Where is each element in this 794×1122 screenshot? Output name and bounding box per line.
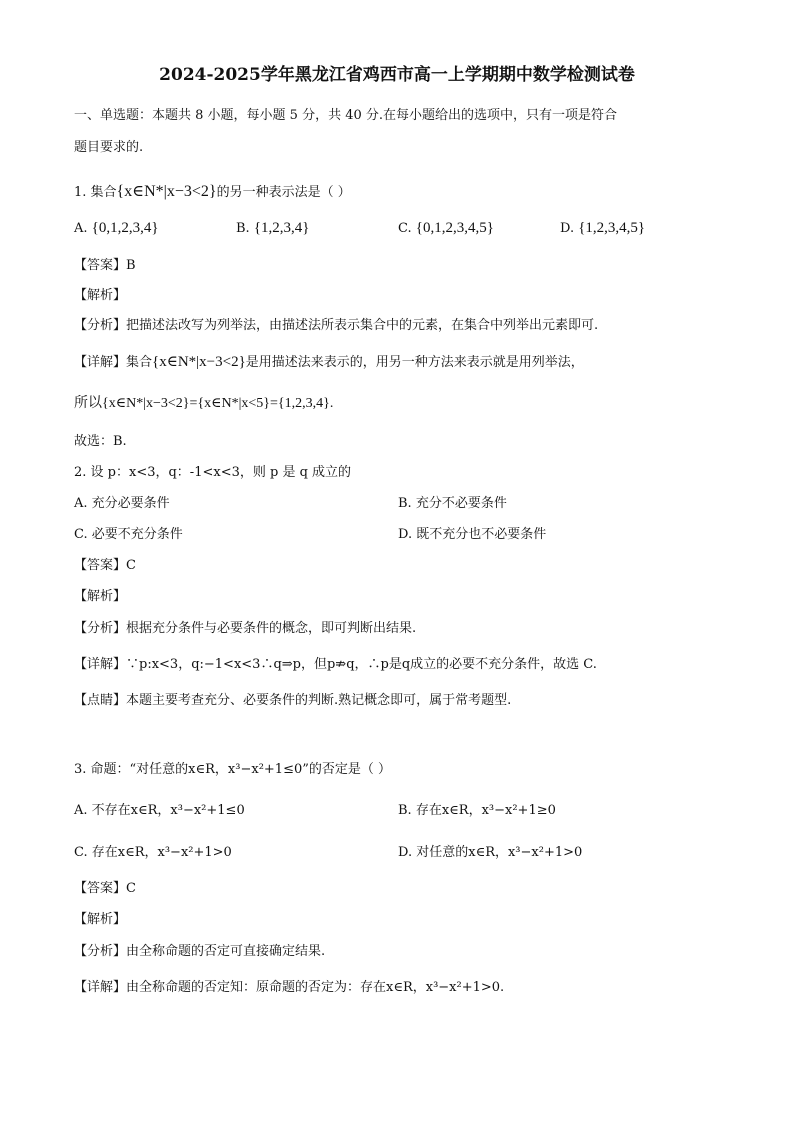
q1-detail-suffix: 是用描述法来表示的，用另一种方法来表示就是用列举法， [245, 355, 584, 370]
document-title: 2024-2025学年黑龙江省鸡西市高一上学期期中数学检测试卷 [159, 65, 635, 85]
q3-answer: 【答案】C [74, 881, 136, 896]
q3-option-d [398, 843, 582, 863]
q1-answer: 【答案】B [74, 258, 136, 273]
q2-answer: 【答案】C [74, 558, 136, 573]
section-heading: 一、单选题：本题共 8 小题，每小题 5 分，共 40 分.在每小题给出的选项中，只有一项是符合 [74, 108, 618, 123]
q1-option-b [236, 218, 309, 239]
q3-jiexi: 【解析】 [74, 912, 127, 927]
q2-analysis: 【分析】根据充分条件与必要条件的概念，即可判断出结果. [74, 621, 417, 636]
q1-conclusion: 故选：B. [74, 434, 127, 449]
q1-option-b-text: {1,2,3,4} [253, 220, 310, 236]
q1-detail-set: {x∈N*|x−3<2} [152, 354, 246, 370]
q1-option-a-text: {0,1,2,3,4} [91, 220, 159, 236]
q2-option-b [398, 494, 507, 514]
q3-option-b [398, 801, 556, 821]
q2-option-a [74, 494, 170, 514]
q3-option-b-label: B. [398, 803, 412, 818]
q1-option-d [560, 218, 645, 239]
q2-option-c [74, 525, 183, 545]
q2-option-a-text: 充分必要条件 [91, 496, 170, 511]
q2-option-d-text: 既不充分也不必要条件 [416, 527, 547, 542]
q3-option-b-text: 存在x∈R，x³−x²+1≥0 [415, 803, 556, 818]
q3-option-a-text: 不存在x∈R，x³−x²+1≤0 [91, 803, 245, 818]
q2-comment: 【点睛】本题主要考查充分、必要条件的判断.熟记概念即可，属于常考题型. [74, 693, 512, 708]
q1-option-d-text: {1,2,3,4,5} [578, 220, 646, 236]
q3-option-c [74, 843, 232, 863]
q1-option-b-label: B. [236, 221, 250, 236]
q1-option-c-text: {0,1,2,3,4,5} [415, 220, 494, 236]
q3-option-c-text: 存在x∈R，x³−x²+1>0 [91, 845, 232, 860]
q1-option-c [398, 218, 494, 239]
q2-option-d-label: D. [398, 527, 413, 542]
question-2-stem: 2. 设 p：x<3，q：-1<x<3，则 p 是 q 成立的 [74, 465, 352, 480]
q1-option-a-label: A. [74, 221, 88, 236]
q1-stem-set: {x∈N*|x−3<2} [116, 183, 217, 200]
section-heading-cont: 题目要求的. [74, 140, 144, 155]
q1-detail-line2: 所以{x∈N*|x−3<2}={x∈N*|x<5}={1,2,3,4}. [74, 396, 334, 411]
q3-option-d-text: 对任意的x∈R，x³−x²+1>0 [416, 845, 583, 860]
q1-jiexi: 【解析】 [74, 288, 127, 303]
q3-option-c-label: C. [74, 845, 88, 860]
question-1-stem [74, 182, 351, 203]
q3-detail: 【详解】由全称命题的否定知：原命题的否定为：存在x∈R，x³−x²+1>0. [74, 980, 505, 995]
q1-option-a [74, 218, 159, 239]
question-3-stem: 3. 命题：“对任意的x∈R，x³−x²+1≤0”的否定是（ ） [74, 762, 392, 777]
q1-option-d-label: D. [560, 221, 575, 236]
q2-option-c-label: C. [74, 527, 88, 542]
q2-option-c-text: 必要不充分条件 [91, 527, 183, 542]
q2-option-a-label: A. [74, 496, 88, 511]
q2-jiexi: 【解析】 [74, 589, 127, 604]
q2-option-d [398, 525, 546, 545]
q3-option-a [74, 801, 245, 821]
q2-option-b-text: 充分不必要条件 [415, 496, 507, 511]
q1-stem-prefix: 1. 集合 [74, 185, 117, 200]
q1-detail-line1 [74, 352, 584, 373]
q3-option-a-label: A. [74, 803, 88, 818]
q3-option-d-label: D. [398, 845, 413, 860]
q1-option-c-label: C. [398, 221, 412, 236]
q3-analysis: 【分析】由全称命题的否定可直接确定结果. [74, 944, 326, 959]
q1-stem-suffix: 的另一种表示法是（ ） [216, 185, 351, 200]
q2-detail: 【详解】∵p:x<3，q:−1<x<3∴q⇒p，但p⇏q，∴p是q成立的必要不充分条件，故选 C. [74, 657, 597, 672]
q1-detail-prefix: 【详解】集合 [74, 355, 153, 370]
q2-option-b-label: B. [398, 496, 412, 511]
q1-analysis: 【分析】把描述法改写为列举法，由描述法所表示集合中的元素，在集合中列举出元素即可. [74, 318, 599, 333]
